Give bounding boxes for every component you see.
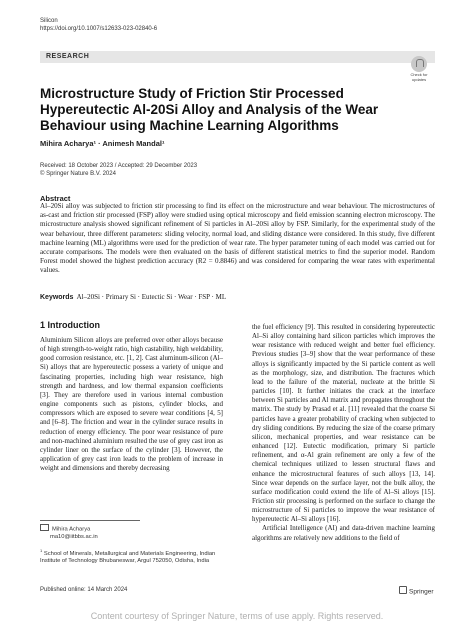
intro-paragraph-2: the fuel efficiency [9]. This resulted in considering hypereutectic Al–Si alloy containing hard silicon particles which improves the wear resistance with reduced weight and better fuel efficiency. Previous studies [3–9] show that the wear performance of these alloys is significantly impacted by the Si particle content as well as the morphology, size, and distribution. The fractures which lead to the failure of the material, nucleate at the brittle Si particles [10]. It further initiates the crack at the interface between Si particles and Al matrix and propagates throughout the matrix. The study by Prasad et al. [11] revealed that the coarse Si particles have a greater probability of cracking when subjected to dry sliding conditions. By reducing the size of the coarse primary silicon, mechanical properties, and wear resistance can be enhanced [12]. Eutectic modification, primary Si particle refinement, and α-Al grain refinement are only a few of the chemical techniques utilized to lessen structural flaws and enhance the microstructural features of such alloys [13, 14]. Since wear depends on the surface layer, not the bulk alloy, the surface modification could extend the life of Al–Si alloys [15]. Friction stir processing is performed on the surface to change the microstructure of Si particles to improve the wear resistance of hypereutectic Al–Si alloys [16]. [252,323,435,524]
article-dates [40,163,197,178]
keywords-list: Al–20Si · Primary Si · Eutectic Si · Wear · FSP · ML [76,293,227,301]
check-for-updates-badge[interactable] [404,56,434,82]
received-accepted: Received: 18 October 2023 / Accepted: 29 December 2023 [40,163,198,169]
publisher-name: Springer [409,588,434,596]
springer-horse-icon [399,586,407,594]
journal-name: Silicon [40,18,58,24]
abstract-heading: Abstract [40,194,71,203]
intro-paragraph-3: Artificial Intelligence (AI) and data-driven machine learning algorithms are relatively new additions to the field of [252,524,435,542]
check-updates-icon [411,56,427,72]
badge-text-line2: updates [411,76,427,82]
envelope-icon [40,524,49,531]
section-label: RESEARCH [46,53,90,60]
section-band [40,51,435,63]
affiliation-text: School of Minerals, Metallurgical and Materials Engineering, Indian Institute of Technology Bhubaneswar, Argul 752050, Odisha, India [40,550,216,565]
copyright: © Springer Nature B.V. 2024 [40,170,116,177]
left-column [40,336,223,473]
badge-text-line1: Check for [410,72,428,77]
keywords [40,293,435,301]
keywords-label: Keywords [40,294,74,301]
footnote-divider [40,520,140,521]
corresponding-email[interactable]: ma10@iitbbs.ac.in [50,533,98,540]
article-title: Microstructure Study of Friction Stir Processed Hypereutectic Al-20Si Alloy and Analysis of the Wear Behaviour using Machine Learning Algorithms [40,86,379,133]
publisher-logo [399,586,434,596]
courtesy-notice: Content courtesy of Springer Nature, terms of use apply. Rights reserved. [90,611,384,621]
affiliation-number: 1 [40,548,43,553]
intro-paragraph-1: Aluminium Silicon alloys are preferred over other alloys because of high strength-to-weight ratio, high castability, high weldability, good corrosion resistance, etc. [1, 2]. Cast aluminum-silicon (Al–Si) alloys that are hypereutectic possess a variety of unique and fascinating properties, including high wear resistance, high strength and hardness, and low thermal expansion coefficients [3]. They are therefore used in various internal combustion engine components such as pistons, cylinder blocks, and compressors which are exposed to severe wear conditions [4, 5] and [6–8]. The friction and wear in the cylinder surace results in reduction of energy efficiency. The poor wear resistance of pure and non-machined aluminium resulted the use of grey cast iron as cylinder liner on the surface of the cylinder [3]. However, the application of grey cast iron leads to the problem of increase in weight and dimensions and thereby decreasing [40,336,223,473]
corresponding-author [40,524,98,541]
corresponding-name: Mihira Acharya [52,526,91,533]
authors[interactable]: Mihira Acharya¹ · Animesh Mandal¹ [40,139,165,148]
section-heading-introduction: 1 Introduction [40,320,100,330]
affiliation [40,547,230,565]
published-online: Published online: 14 March 2024 [40,587,128,593]
right-column [252,323,435,543]
journal-header [40,18,157,33]
doi-link[interactable]: https://doi.org/10.1007/s12633-023-02840-6 [40,25,158,32]
abstract-text: Al–20Si alloy was subjected to friction stir processing to find its effect on the microstructure and wear behaviour. The microstructures of as-cast and friction stir processed (FSP) alloy were studied using optical microscopy and field emission scanning electron microscopy. The microstructure analysis showed significant refinement of Si particles in Al–20Si alloy by FSP. Similarly, for the experimental study of the wear behaviour, three different parameters: sliding velocity, normal load, and sliding distance were considered. In this study, five different machine learning (ML) algorithms were used for the prediction of wear rate. The hyper parameter tuning of each model was carried out for accurate comparisons. The models were then evaluated on the basis of different statistical metrics to find the superior model. Random Forest model showed the highest prediction accuracy (R2 = 0.8846) and was considered for comparing the wear rates with experimental values. [40,202,435,275]
